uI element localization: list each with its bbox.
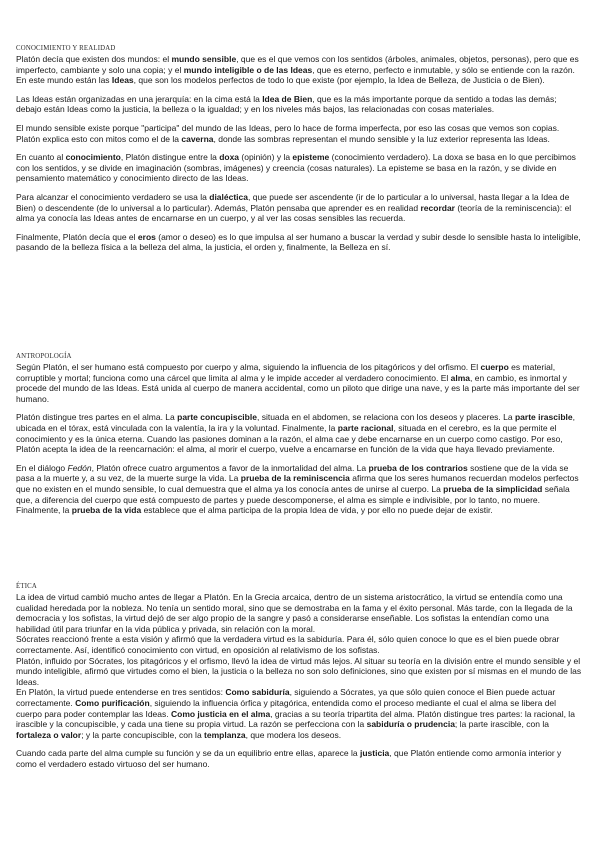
text-run: Según Platón, el ser humano está compuesto por cuerpo y alma, siguiendo la influencia de los pitagóricos y del orfismo. El	[16, 362, 481, 372]
text-run: sostiene que de la vida se pasa a la muerte y, a su vez, de la muerte surge la vida. La	[16, 462, 569, 484]
section-conocimiento-y-realidad	[16, 44, 584, 261]
bold-term: prueba de la simplicidad	[443, 483, 543, 494]
text-run: En Platón, la virtud puede entenderse en tres sentidos:	[16, 687, 226, 698]
text-run: (amor o deseo) es lo que impulsa al ser humano a buscar la verdad y subir desde lo sensible hasta lo inteligible, pasando de la belleza física a la belleza del alma, la justicia, el orden y, finalmente, la Belleza en sí.	[16, 231, 581, 253]
bold-term: prueba de la vida	[71, 505, 142, 516]
text-run: , siguiendo la influencia órfica y pitagórica, entendida como el proceso mediante el cual el alma se libera del cuerpo para poder contemplar las Ideas.	[16, 697, 557, 719]
text-run: Cuando cada parte del alma cumple su función y se da un equilibrio entre ellas, aparece la	[16, 748, 360, 759]
paragraph	[16, 54, 584, 86]
bold-term: cuerpo	[480, 362, 509, 372]
bold-term: Como justicia en el alma	[170, 708, 271, 719]
paragraph	[16, 94, 584, 115]
text-run: , Platón distingue entre la	[120, 152, 220, 163]
text-run: , que modera los deseos.	[245, 729, 342, 740]
text-run: , siguiendo a Sócrates, ya que sólo quien conoce el Bien puede actuar correctamente.	[16, 687, 556, 708]
bold-term: dialéctica	[209, 191, 248, 202]
bold-term: parte irascible	[514, 412, 573, 423]
paragraph	[16, 656, 584, 688]
text-run: , en cambio, es inmortal y procede del mundo de las Ideas. Está unida al cuerpo de manera accidental, como un piloto que dirige una nave, y es la parte más importante del ser humano.	[16, 372, 580, 404]
text-run: Finalmente, Platón decía que el	[16, 231, 138, 242]
text-run: La idea de virtud cambió mucho antes de llegar a Platón. En la Grecia arcaica, dentro de un sistema aristocrático, la virtud se entendía como una cualidad heredada por la nobleza. No tenía un sentido moral, sino que se demostraba en la fama y el éxito personal. Más tarde, con la llegada de la democracia y los sofistas, la virtud dejó de ser algo propio de la sangre y pasó a considerarse enseñable. Los sofistas la entendían como una habilidad útil para triunfar en la vida pública y privada, sin relación con la moral.	[16, 592, 573, 634]
bold-term: doxa	[219, 152, 240, 163]
text-run: (teoría de la reminiscencia): el alma ya conocía las Ideas antes de encarnarse en un cuerpo, y al ver las cosas sensibles las recuerda.	[16, 202, 572, 224]
bold-term: parte concupiscible	[177, 412, 257, 423]
text-run: señala que, a diferencia del cuerpo que está compuesto de partes y puede descomponerse, el alma es simple e indivisible, por lo tanto, no muere. Finalmente, la	[16, 483, 570, 516]
bold-term: alma	[450, 372, 471, 383]
text-run: (conocimiento verdadero). La doxa se basa en lo que percibimos con los sentidos, y se divide en imaginación (sombras, imágenes) y creencia (cosas naturales). La episteme se basa en la razón, y se divide en pensamiento matemático y conocimiento directo de las Ideas.	[16, 152, 576, 184]
section-heading: ÉTICA	[16, 583, 38, 590]
bold-term: episteme	[292, 152, 330, 163]
text-run: En cuanto al	[16, 152, 66, 163]
section-antropologia	[16, 352, 584, 524]
paragraph	[16, 192, 584, 224]
paragraph	[16, 123, 584, 144]
bold-term: fortaleza o valor	[16, 729, 82, 740]
bold-term: templanza	[204, 729, 246, 740]
paragraph	[16, 152, 584, 184]
bold-term: Como sabiduría	[225, 687, 290, 698]
text-run: , que es eterno, perfecto e inmutable, y sólo se entiende con la razón. En este mundo están las	[16, 64, 575, 86]
text-run: , que son los modelos perfectos de todo lo que existe (por ejemplo, la Idea de Belleza, de Justicia o de Bien).	[133, 75, 545, 86]
paragraph	[16, 687, 584, 740]
bold-term: sabiduría o prudencia	[366, 719, 455, 730]
bold-term: mundo inteligible o de las Ideas	[183, 64, 313, 75]
section-heading: CONOCIMIENTO Y REALIDAD	[16, 45, 116, 52]
text-run: ; y la parte concupiscible, con la	[81, 729, 205, 740]
paragraph	[16, 412, 584, 454]
bold-term: recordar	[420, 202, 455, 213]
text-run: Platón decía que existen dos mundos: el	[16, 54, 172, 64]
paragraph	[16, 592, 584, 634]
bold-term: prueba de los contrarios	[368, 462, 468, 473]
text-run: , situada en el cerebro, es la que permite el conocimiento y es la única eterna. Cuando las pasiones dominan a la razón, el alma cae y debe encarnarse en un cuerpo como castigo. Por eso, Platón acepta la idea de la reencarnación: el alma, al morir el cuerpo, vuelve a encarnarse en función de la vida que haya llevado previamente.	[16, 422, 563, 455]
bold-term: Ideas	[111, 75, 134, 86]
text-run: , que es el que vemos con los sentidos (árboles, animales, objetos, personas), pero que es imperfecto, cambiante y solo una copia; y el	[16, 54, 579, 75]
bold-term: Idea de Bien	[262, 93, 313, 104]
text-run: Platón, influido por Sócrates, los pitagóricos y el orfismo, llevó la idea de virtud más lejos. Al situar su teoría en la división entre el mundo sensible y el mundo inteligible, afirmó que virtudes como el bien, la justicia o la belleza no son solo definiciones, sino que existen por sí mismas en el mundo de las Ideas.	[16, 655, 582, 687]
text-run: establece que el alma participa de la propia Idea de vida, y por ello no puede dejar de existir.	[141, 505, 493, 516]
text-run: ; la parte irascible, con la	[454, 719, 549, 730]
bold-term: prueba de la reminiscencia	[240, 473, 350, 484]
bold-term: Como purificación	[75, 697, 150, 708]
text-run: Sócrates reaccionó frente a esta visión y afirmó que la verdadera virtud es la sabiduría. Para él, sólo quien conoce lo que es el bien puede obrar correctamente. Así, identificó conocimiento con virtud, en oposición al relativismo de los sofistas.	[16, 634, 560, 655]
italic-title: Fedón	[67, 462, 92, 473]
text-run: Platón distingue tres partes en el alma. La	[16, 412, 178, 423]
section-etica	[16, 582, 584, 778]
text-run: En el diálogo	[16, 462, 68, 473]
text-run: Para alcanzar el conocimiento verdadero se usa la	[16, 191, 210, 202]
paragraph	[16, 748, 584, 769]
text-run: , que es la más importante porque da sentido a todas las demás; debajo están Ideas como la justicia, la belleza o la igualdad; y en los niveles más bajos, las relacionadas con cosas materiales.	[16, 93, 557, 115]
paragraph	[16, 634, 584, 655]
bold-term: parte racional	[337, 422, 394, 433]
text-run: , ubicada en el tórax, está vinculada con la valentía, la ira y la voluntad. Finalmente, la	[16, 412, 575, 433]
bold-term: justicia	[360, 748, 390, 759]
paragraph	[16, 232, 584, 253]
text-run: El mundo sensible existe porque "participa" del mundo de las Ideas, pero lo hace de forma imperfecta, por eso las cosas que vemos son copias. Platón explica esto con mitos como el de la	[16, 122, 560, 144]
paragraph	[16, 463, 584, 516]
bold-term: caverna	[181, 133, 214, 144]
section-heading: ANTROPOLOGÍA	[16, 353, 72, 360]
text-run: , que Platón entiende como armonía interior y como el verdadero estado virtuoso del ser humano.	[16, 748, 562, 769]
paragraph	[16, 362, 584, 404]
text-run: , que puede ser ascendente (ir de lo particular a lo universal, hasta llegar a la Idea de Bien) o descendente (de lo universal a lo particular). Además, Platón pensaba que aprender es en realidad	[16, 191, 570, 213]
text-run: , donde las sombras representan el mundo sensible y la luz exterior representa las Ideas.	[213, 133, 550, 144]
text-run: , situada en el abdomen, se relaciona con los deseos y placeres. La	[256, 412, 515, 423]
bold-term: conocimiento	[65, 152, 121, 163]
bold-term: eros	[137, 231, 156, 242]
text-run: afirma que los seres humanos recuerdan modelos perfectos que no existen en el mundo sensible, lo cual demuestra que el alma ya los conocía antes de unirse al cuerpo. La	[16, 473, 579, 494]
bold-term: mundo sensible	[171, 54, 237, 64]
text-run: , gracias a su teoría tripartita del alma. Platón distingue tres partes: la racional, la irascible y la concupiscible, y cada una tiene su propia virtud. La razón se perfecciona con la	[16, 708, 575, 730]
text-run: , Platón ofrece cuatro argumentos a favor de la inmortalidad del alma. La	[91, 462, 369, 473]
text-run: es material, corruptible y mortal; funciona como una cárcel que limita al alma y le impide acceder al verdadero conocimiento. El	[16, 362, 556, 383]
text-run: Las Ideas están organizadas en una jerarquía: en la cima está la	[16, 93, 263, 104]
text-run: (opinión) y la	[239, 152, 293, 163]
